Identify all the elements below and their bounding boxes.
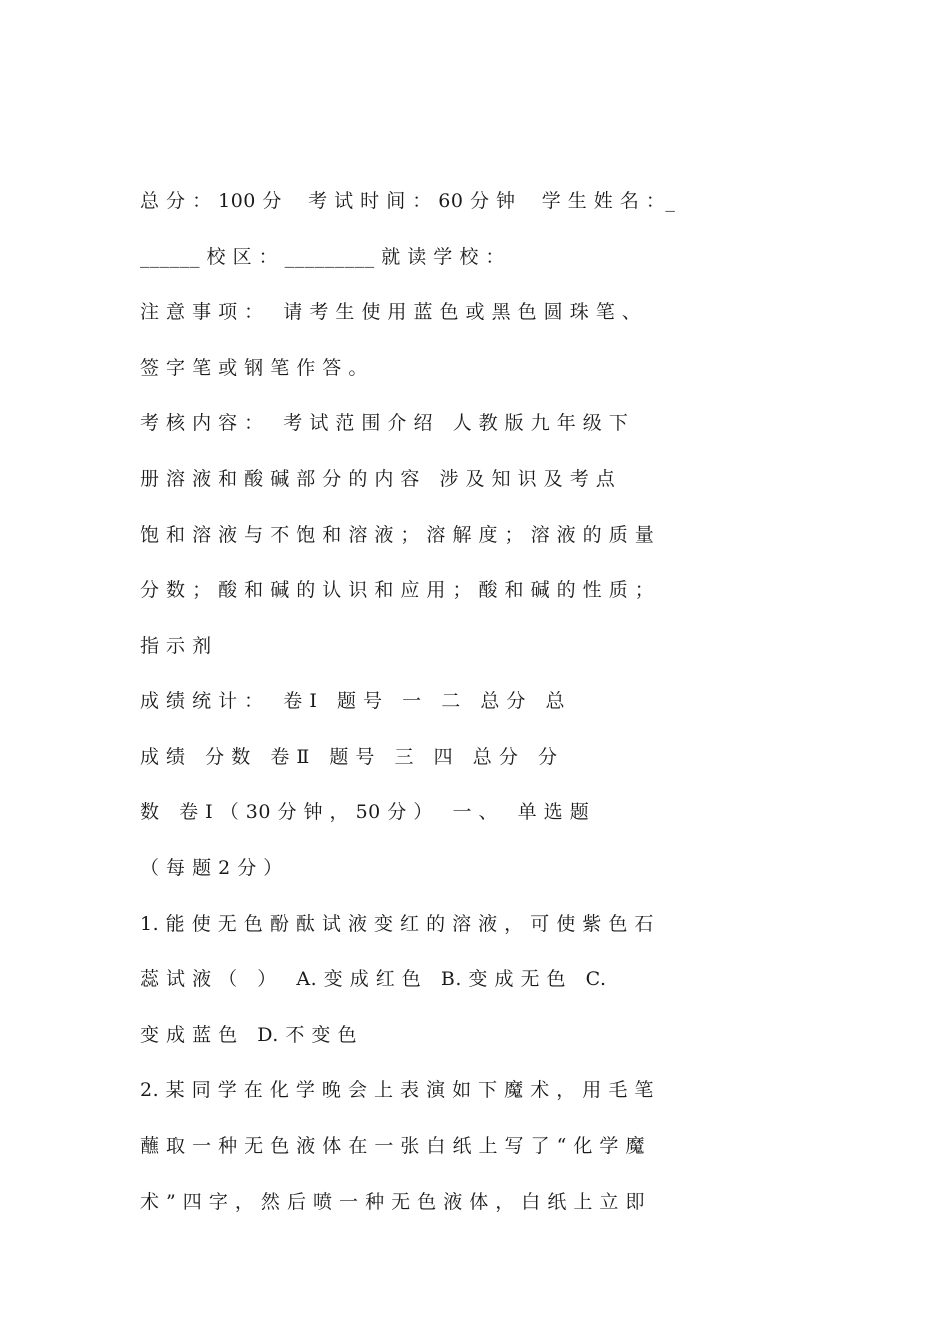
score-stats-line-1: 成 绩 统 计 ： 卷 Ⅰ 题 号 一 二 总 分 总 <box>140 690 565 712</box>
content-line-2: 册 溶 液 和 酸 碱 部 分 的 内 容 涉 及 知 识 及 考 点 <box>140 468 616 490</box>
content-line-5: 指 示 剂 <box>140 635 212 657</box>
question-2-line-3: 术 ” 四 字 ， 然 后 喷 一 种 无 色 液 体 ， 白 纸 上 立 即 <box>140 1191 645 1213</box>
section-heading-line: 数 卷 Ⅰ （ 30 分 钟 ， 50 分 ） 一 、 单 选 题 <box>140 801 590 823</box>
score-stats-line-2: 成 绩 分 数 卷 Ⅱ 题 号 三 四 总 分 分 <box>140 746 558 768</box>
campus-school-line: ______ 校 区 ： _________ 就 读 学 校 ： <box>140 246 505 268</box>
content-line-4: 分 数 ； 酸 和 碱 的 认 识 和 应 用 ； 酸 和 碱 的 性 质 ； <box>140 579 655 601</box>
question-1-line-3: 变 成 蓝 色 D. 不 变 色 <box>140 1024 357 1046</box>
exam-info-line: 总 分 ： 100 分 考 试 时 间 ： 60 分 钟 学 生 姓 名 ：_ <box>140 190 676 212</box>
question-1-line-2: 蕊 试 液 （ ） A. 变 成 红 色 B. 变 成 无 色 C. <box>140 968 607 990</box>
question-2-line-2: 蘸 取 一 种 无 色 液 体 在 一 张 白 纸 上 写 了 “ 化 学 魔 <box>140 1135 645 1157</box>
notice-line-1: 注 意 事 项 ： 请 考 生 使 用 蓝 色 或 黑 色 圆 珠 笔 、 <box>140 301 642 323</box>
question-2-line-1: 2. 某 同 学 在 化 学 晚 会 上 表 演 如 下 魔 术 ， 用 毛 笔 <box>140 1079 654 1101</box>
question-1-line-1: 1. 能 使 无 色 酚 酞 试 液 变 红 的 溶 液 ， 可 使 紫 色 石 <box>140 913 654 935</box>
content-line-3: 饱 和 溶 液 与 不 饱 和 溶 液 ； 溶 解 度 ； 溶 液 的 质 量 <box>140 524 655 546</box>
points-note-line: （ 每 题 2 分 ） <box>140 857 283 879</box>
content-line-1: 考 核 内 容 ： 考 试 范 围 介 绍 人 教 版 九 年 级 下 <box>140 412 629 434</box>
notice-line-2: 签 字 笔 或 钢 笔 作 答 。 <box>140 357 368 379</box>
